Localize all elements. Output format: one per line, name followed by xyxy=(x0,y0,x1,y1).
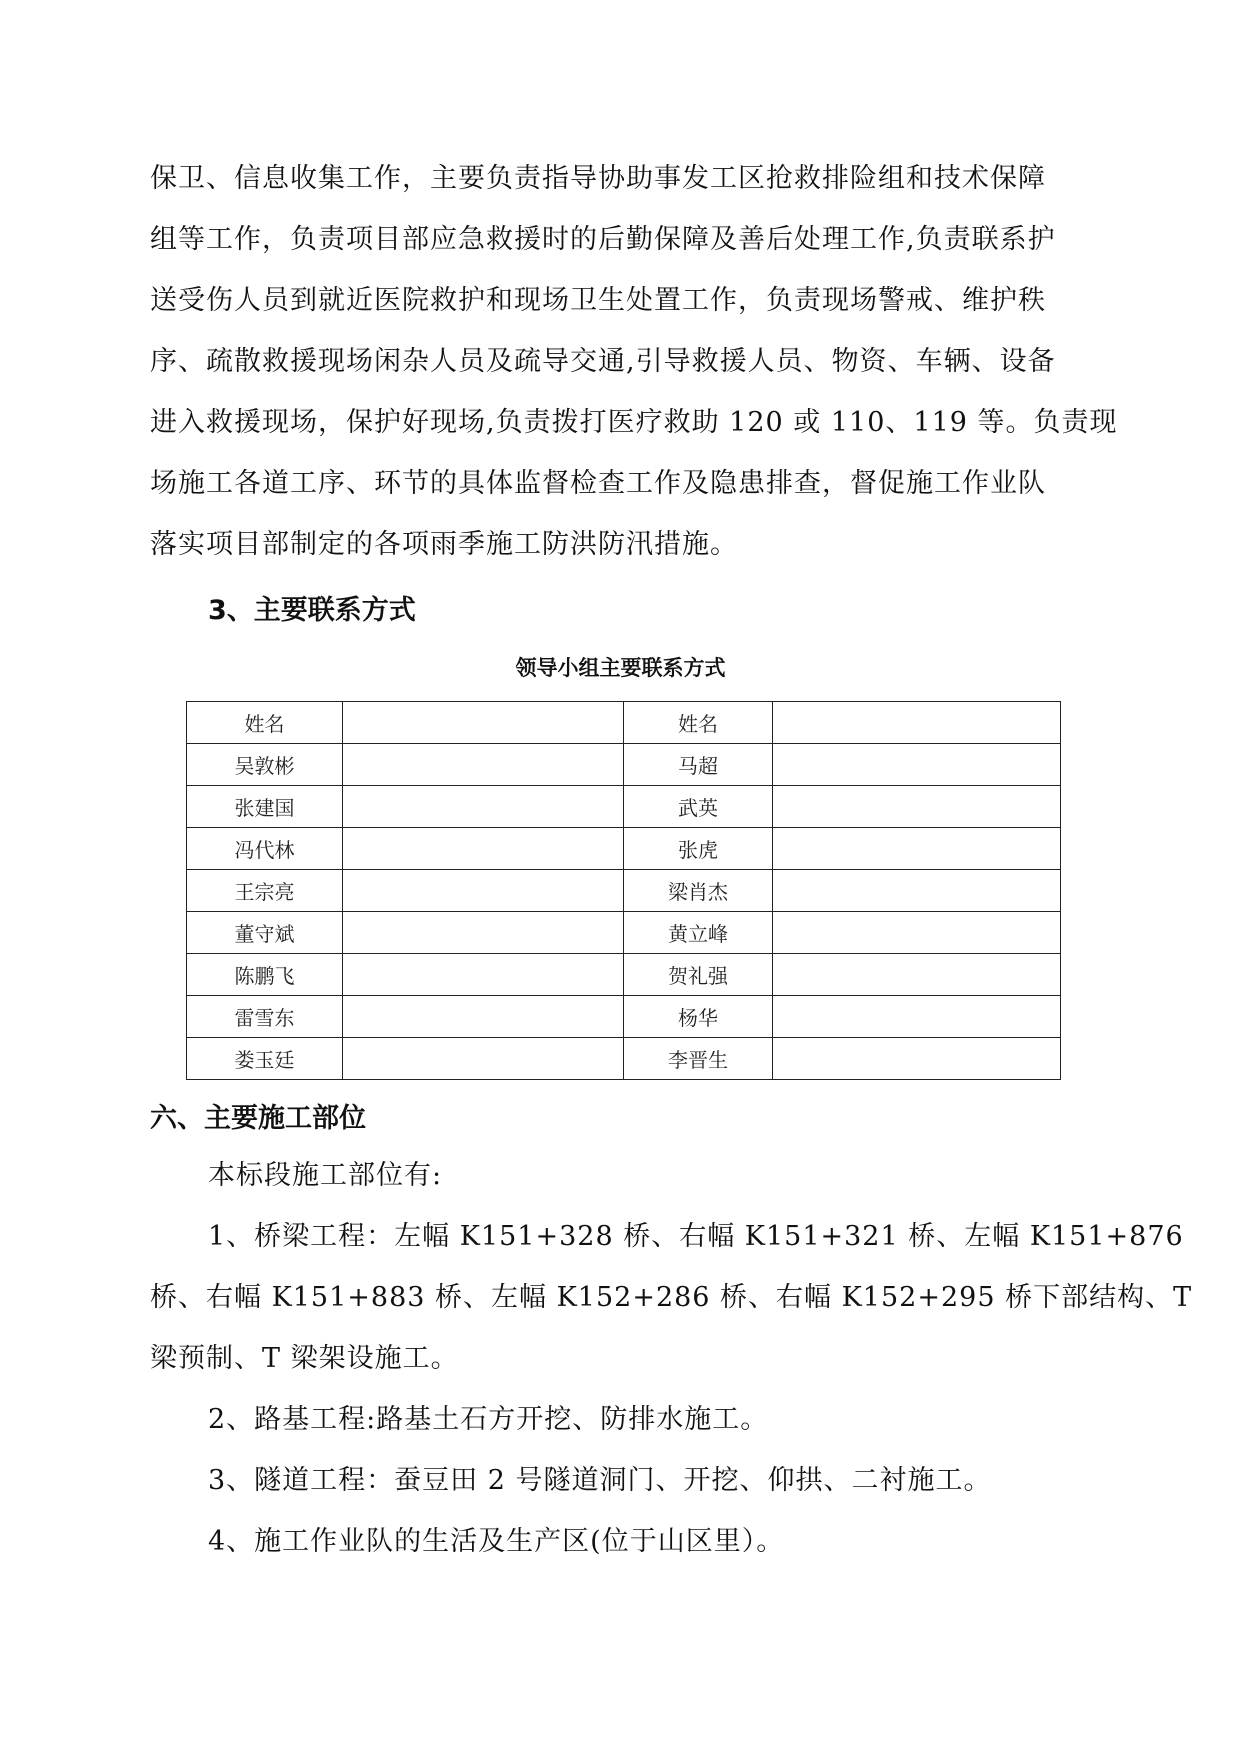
empty-cell xyxy=(343,828,624,870)
empty-cell xyxy=(773,1038,1061,1080)
item2: 2、路基工程:路基土石方开挖、防排水施工。 xyxy=(208,1404,769,1435)
name-cell-right: 李晋生 xyxy=(624,1038,773,1080)
name-cell-left: 冯代林 xyxy=(187,828,343,870)
item1-line: 梁预制、T 梁架设施工。 xyxy=(150,1343,459,1374)
section6-intro: 本标段施工部位有: xyxy=(208,1160,443,1191)
intro-line: 保卫、信息收集工作，主要负责指导协助事发工区抢救排险组和技术保障 xyxy=(150,163,1046,194)
name-cell-left: 董守斌 xyxy=(187,912,343,954)
intro-line: 送受伤人员到就近医院救护和现场卫生处置工作，负责现场警戒、维护秩 xyxy=(150,285,1046,316)
table-row xyxy=(187,744,1061,786)
table-row xyxy=(187,954,1061,996)
intro-line: 落实项目部制定的各项雨季施工防洪防汛措施。 xyxy=(150,529,738,560)
name-cell-right: 张虎 xyxy=(624,828,773,870)
name-cell-right: 贺礼强 xyxy=(624,954,773,996)
empty-cell xyxy=(343,870,624,912)
header-name-left: 姓名 xyxy=(187,702,343,744)
intro-paragraph xyxy=(150,148,1118,575)
empty-cell xyxy=(773,870,1061,912)
table-caption: 领导小组主要联系方式 xyxy=(515,656,726,680)
section6-body xyxy=(150,1145,1193,1572)
empty-cell xyxy=(343,996,624,1038)
intro-line: 组等工作，负责项目部应急救援时的后勤保障及善后处理工作,负责联系护 xyxy=(150,224,1056,255)
item1-line: 1、桥梁工程：左幅 K151+328 桥、右幅 K151+321 桥、左幅 K151+876 xyxy=(208,1221,1184,1252)
contact-table xyxy=(186,701,1061,1080)
empty-cell xyxy=(343,954,624,996)
empty-cell xyxy=(773,744,1061,786)
name-cell-left: 陈鹏飞 xyxy=(187,954,343,996)
name-cell-right: 黄立峰 xyxy=(624,912,773,954)
table-row xyxy=(187,786,1061,828)
table-row xyxy=(187,828,1061,870)
section3-heading: 3、主要联系方式 xyxy=(208,595,416,626)
name-cell-right: 梁肖杰 xyxy=(624,870,773,912)
empty-cell xyxy=(773,786,1061,828)
item3: 3、隧道工程：蚕豆田 2 号隧道洞门、开挖、仰拱、二衬施工。 xyxy=(208,1465,992,1496)
empty-cell xyxy=(773,702,1061,744)
item4: 4、施工作业队的生活及生产区(位于山区里）。 xyxy=(208,1526,785,1557)
name-cell-left: 吴敦彬 xyxy=(187,744,343,786)
table-row xyxy=(187,912,1061,954)
empty-cell xyxy=(343,1038,624,1080)
name-cell-left: 张建国 xyxy=(187,786,343,828)
empty-cell xyxy=(343,786,624,828)
empty-cell xyxy=(343,702,624,744)
table-row xyxy=(187,996,1061,1038)
table-row xyxy=(187,1038,1061,1080)
empty-cell xyxy=(773,912,1061,954)
empty-cell xyxy=(773,954,1061,996)
name-cell-right: 杨华 xyxy=(624,996,773,1038)
empty-cell xyxy=(343,744,624,786)
empty-cell xyxy=(343,912,624,954)
name-cell-right: 武英 xyxy=(624,786,773,828)
item1-line: 桥、右幅 K151+883 桥、左幅 K152+286 桥、右幅 K152+295 桥下部结构、T xyxy=(150,1282,1193,1313)
empty-cell xyxy=(773,996,1061,1038)
header-name-right: 姓名 xyxy=(624,702,773,744)
name-cell-left: 雷雪东 xyxy=(187,996,343,1038)
name-cell-left: 王宗亮 xyxy=(187,870,343,912)
name-cell-left: 娄玉廷 xyxy=(187,1038,343,1080)
name-cell-right: 马超 xyxy=(624,744,773,786)
intro-line: 进入救援现场，保护好现场,负责拨打医疗救助 120 或 110、119 等。负责现 xyxy=(150,407,1118,438)
intro-line: 场施工各道工序、环节的具体监督检查工作及隐患排查，督促施工作业队 xyxy=(150,468,1046,499)
intro-line: 序、疏散救援现场闲杂人员及疏导交通,引导救援人员、物资、车辆、设备 xyxy=(150,346,1056,377)
section6-heading: 六、主要施工部位 xyxy=(150,1103,366,1134)
table-header-row xyxy=(187,702,1061,744)
table-row xyxy=(187,870,1061,912)
empty-cell xyxy=(773,828,1061,870)
